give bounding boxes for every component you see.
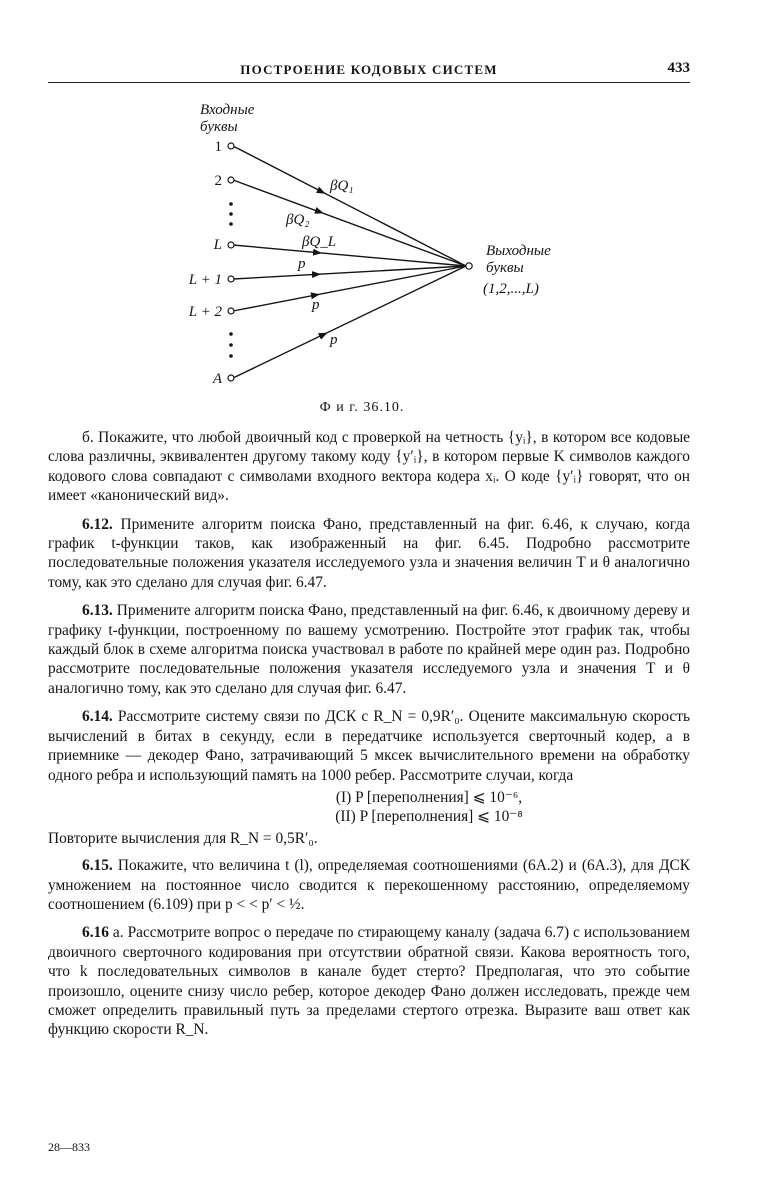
problem-number-6-13: 6.13. [82, 602, 113, 620]
edge-label-p-3: p [330, 332, 338, 348]
input-node-2 [228, 177, 234, 183]
problem-6-15 [48, 856, 690, 914]
edge-label-beta-q2: βQ₂ [286, 212, 310, 228]
problem-number-6-12: 6.12. [82, 515, 113, 533]
problem-6-14-repeat: Повторите вычисления для R_N = 0,5R′₀. [48, 829, 318, 847]
paragraph-b: б. Покажите, что любой двоичный код с проверкой на четность {yᵢ}, в котором все кодовые слова различны, эквивалентен другому такому коду {y′ᵢ}, в котором первые K символов каждого кодового слова совпадают с символами входного вектора кодера xᵢ. О коде {y′ᵢ} говорят, что он имеет «канонический вид». [48, 429, 690, 505]
body-text [48, 428, 690, 1049]
problem-text-6-13: Примените алгоритм поиска Фано, представленный на фиг. 6.46, к двоичному дереву и графику t-функции, построенному по вашему усмотрению. Постройте этот график так, чтобы каждый блок в схеме алгоритма поиска участвовал в работе по крайней мере один раз. Подробно рассмотрите последовательные положения указателя исследуемого узла и значения T и θ аналогично тому, как это сделано для случая фиг. 6.47. [48, 602, 690, 697]
edge-label-beta-ql: βQ_L [302, 234, 337, 250]
input-node-L-plus-2 [228, 308, 234, 314]
input-label-L-plus-2: L + 2 [188, 304, 222, 320]
figure-36-10 [0, 0, 767, 420]
formula-1: (I) P [переполнения] ⩽ 10⁻⁶, [335, 788, 523, 806]
figure-caption: Ф и г. 36.10. [319, 400, 405, 415]
formula-2: (II) P [переполнения] ⩽ 10⁻⁸ [335, 808, 523, 826]
input-node-A [228, 375, 234, 381]
input-label-L: L [213, 237, 222, 253]
edge-A [233, 266, 466, 378]
edge-label-beta-q1: βQ₁ [330, 178, 354, 194]
ellipsis-dots-upper [229, 202, 233, 226]
output-title-line2: буквы [486, 260, 524, 276]
problem-6-16 [48, 923, 690, 1039]
input-node-L [228, 242, 234, 248]
problem-text-6-15: Покажите, что величина t (l), определяемая соотношениями (6А.2) и (6А.3), для ДСК умножением на постоянное число сводится к перекошенному расстоянию, определяемому соотношением (6.109) при p < < p′ < ½. [48, 857, 690, 913]
problem-6-14 [48, 707, 690, 785]
formula-block [168, 788, 690, 827]
ellipsis-dots-lower [229, 332, 233, 358]
input-node-1 [228, 143, 234, 149]
problem-text-6-14: Рассмотрите систему связи по ДСК с R_N = 0,9R′₀. Оцените максимальную скорость вычислений в битах в секунду, если в передатчике используется сверточный кодер, а в приемнике — декодер Фано, затрачивающий 5 мксек вычислительного времени на обработку одного ребра и использующий память на 1000 ребер. Рассмотрите случаи, когда [48, 708, 690, 784]
input-label-L-plus-1: L + 1 [188, 272, 222, 288]
input-label-2: 2 [214, 173, 222, 189]
problem-6-13 [48, 601, 690, 698]
input-label-1: 1 [214, 139, 222, 155]
output-title-line3: (1,2,...,L) [483, 281, 539, 297]
input-title-line1: Входные [200, 102, 255, 118]
input-title-line2: буквы [200, 119, 238, 135]
input-label-A: A [212, 371, 222, 387]
problem-number-6-16: 6.16 [82, 924, 109, 942]
running-title: ПОСТРОЕНИЕ КОДОВЫХ СИСТЕМ [240, 62, 498, 77]
output-node [466, 263, 472, 269]
problem-text-6-12: Примените алгоритм поиска Фано, представленный на фиг. 6.46, к случаю, когда график t-функции таков, как изображенный на фиг. 6.45. Подробно рассмотрите последовательные положения указателя исследуемого узла и значения величин T и θ аналогично тому, как это сделано для случая фиг. 6.47. [48, 515, 690, 591]
printer-signature: 28—833 [48, 1140, 90, 1154]
output-title-line1: Выходные [486, 243, 551, 259]
edge-label-p-2: p [312, 297, 320, 313]
input-node-L-plus-1 [228, 276, 234, 282]
problem-number-6-14: 6.14. [82, 708, 113, 726]
problem-text-6-16: а. Рассмотрите вопрос о передаче по стирающему каналу (задача 6.7) с использованием двоичного сверточного кодирования при отсутствии обратной связи. Какова вероятность того, что k последовательных символов в канале будет стерто? Предполагая, что это событие произошло, оцените снизу число ребер, которое декодер Фано должен исследовать, прежде чем сможет определить правильный путь за пределами стертого отрезка. Выразите ваш ответ как функцию скорости R_N. [48, 924, 690, 1039]
page-number: 433 [667, 60, 690, 76]
problem-number-6-15: 6.15. [82, 857, 113, 875]
edge-label-p-1: p [298, 256, 306, 272]
problem-6-12 [48, 515, 690, 593]
